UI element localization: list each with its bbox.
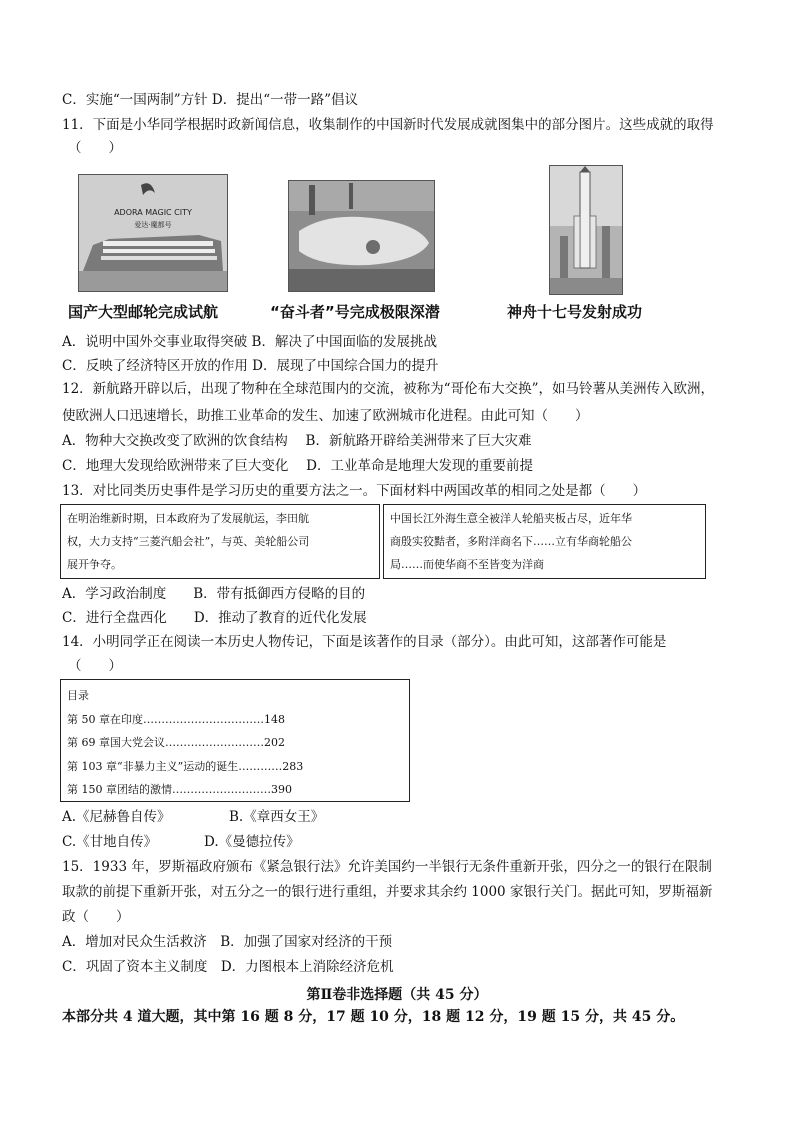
part2-title: 第Ⅱ卷非选择题（共 45 分） [306, 987, 488, 1003]
submersible-illustration [289, 181, 434, 291]
rocket-illustration [550, 166, 622, 294]
q13-options-cd: C．进行全盘西化 D．推动了教育的近代化发展 [62, 610, 367, 626]
cruise-logo-sub: 爱达·魔都号 [134, 221, 172, 229]
q13-left-line3: 展开争夺。 [67, 558, 122, 571]
q11-options-cd: C．反映了经济特区开放的作用 D．展现了中国综合国力的提升 [62, 358, 439, 374]
q13-right-line1: 中国长江外海生意全被洋人轮船夹板占尽，近年华 [390, 512, 632, 525]
q14-option-a: A.《尼赫鲁自传》 [62, 809, 171, 825]
toc-entry: 第 69 章国大党会议………………………202 [67, 736, 285, 749]
q14-option-d: D.《曼德拉传》 [204, 834, 300, 850]
q15-stem-line2: 取款的前提下重新开张，对五分之一的银行进行重组，并要求其余约 1000 家银行关门。据此可知，罗斯福新 [62, 884, 713, 900]
q12-stem-line2: 使欧洲人口迅速增长，助推工业革命的发生、加速了欧洲城市化进程。由此可知（ ） [62, 408, 589, 424]
q13-material-china [383, 504, 706, 579]
q15-options-ab: A．增加对民众生活救济 B．加强了国家对经济的干预 [62, 934, 393, 950]
q13-options-ab: A．学习政治制度 B．带有抵御西方侵略的目的 [62, 586, 366, 602]
toc-entry: 第 50 章在印度……………………………148 [67, 712, 285, 726]
rocket-launch-image [549, 165, 623, 295]
q11-options-ab: A．说明中国外交事业取得突破 B．解决了中国面临的发展挑战 [62, 334, 437, 350]
toc-title: 目录 [67, 689, 89, 702]
toc-entry: 第 150 章团结的激情………………………390 [67, 783, 292, 796]
q12-options-cd: C．地理大发现给欧洲带来了巨大变化 D．工业革命是地理大发现的重要前提 [62, 458, 533, 474]
cruise-logo-text: ADORA MAGIC CITY [114, 208, 192, 217]
submersible-caption: “奋斗者”号完成极限深潜 [270, 303, 440, 321]
q11-stem-line1: 11．下面是小华同学根据时政新闻信息，收集制作的中国新时代发展成就图集中的部分图片。这些成就的取得 [62, 117, 714, 133]
q13-left-line1: 在明治维新时期，日本政府为了发展航运，李田航 [67, 512, 309, 525]
q14-stem-line1: 14．小明同学正在阅读一本历史人物传记，下面是该著作的目录（部分）。由此可知，这部著作可能是 [62, 634, 667, 650]
toc-entry: 第 103 章“非暴力主义”运动的诞生…………283 [67, 759, 304, 773]
cruise-ship-caption: 国产大型邮轮完成试航 [68, 303, 219, 321]
q13-material-japan [60, 504, 380, 579]
cruise-ship-illustration [79, 175, 227, 291]
part2-intro: 本部分共 4 道大题，其中第 16 题 8 分，17 题 10 分，18 题 12 分，19 题 15 分，共 45 分。 [62, 1009, 685, 1025]
q12-stem-line1: 12．新航路开辟以后，出现了物种在全球范围内的交流，被称为“哥伦布大交换”，如马铃薯从美洲传入欧洲， [62, 381, 714, 397]
q11-stem-line2: （ ） [68, 140, 122, 156]
q14-table-of-contents [60, 679, 410, 802]
q14-stem-line2: （ ） [68, 658, 122, 674]
q12-options-ab: A．物种大交换改变了欧洲的饮食结构 B．新航路开辟给美洲带来了巨大灾难 [62, 433, 532, 449]
q14-option-c: C.《甘地自传》 [62, 834, 158, 850]
rocket-caption: 神舟十七号发射成功 [507, 303, 643, 321]
q10-options-cd: C．实施“一国两制”方针 D．提出“一带一路”倡议 [62, 92, 359, 108]
q14-option-b: B.《章西女王》 [229, 809, 325, 825]
q13-stem: 13．对比同类历史事件是学习历史的重要方法之一。下面材料中两国改革的相同之处是都（ ） [62, 483, 647, 499]
cruise-ship-image [78, 174, 228, 292]
q13-right-line3: 局……而使华商不至皆变为洋商 [390, 558, 544, 571]
q13-left-line2: 权，大力支持“三菱汽船会社”，与英、美轮船公司 [67, 535, 310, 548]
q15-stem-line3: 政（ ） [62, 909, 130, 925]
q15-options-cd: C．巩固了资本主义制度 D．力图根本上消除经济危机 [62, 959, 394, 975]
q13-right-line2: 商殷实狡黠者，多附洋商名下……立有华商轮船公 [390, 535, 632, 548]
submersible-image [288, 180, 435, 292]
q15-stem-line1: 15．1933 年，罗斯福政府颁布《紧急银行法》允许美国约一半银行无条件重新开张，四分之一的银行在限制 [62, 859, 712, 875]
